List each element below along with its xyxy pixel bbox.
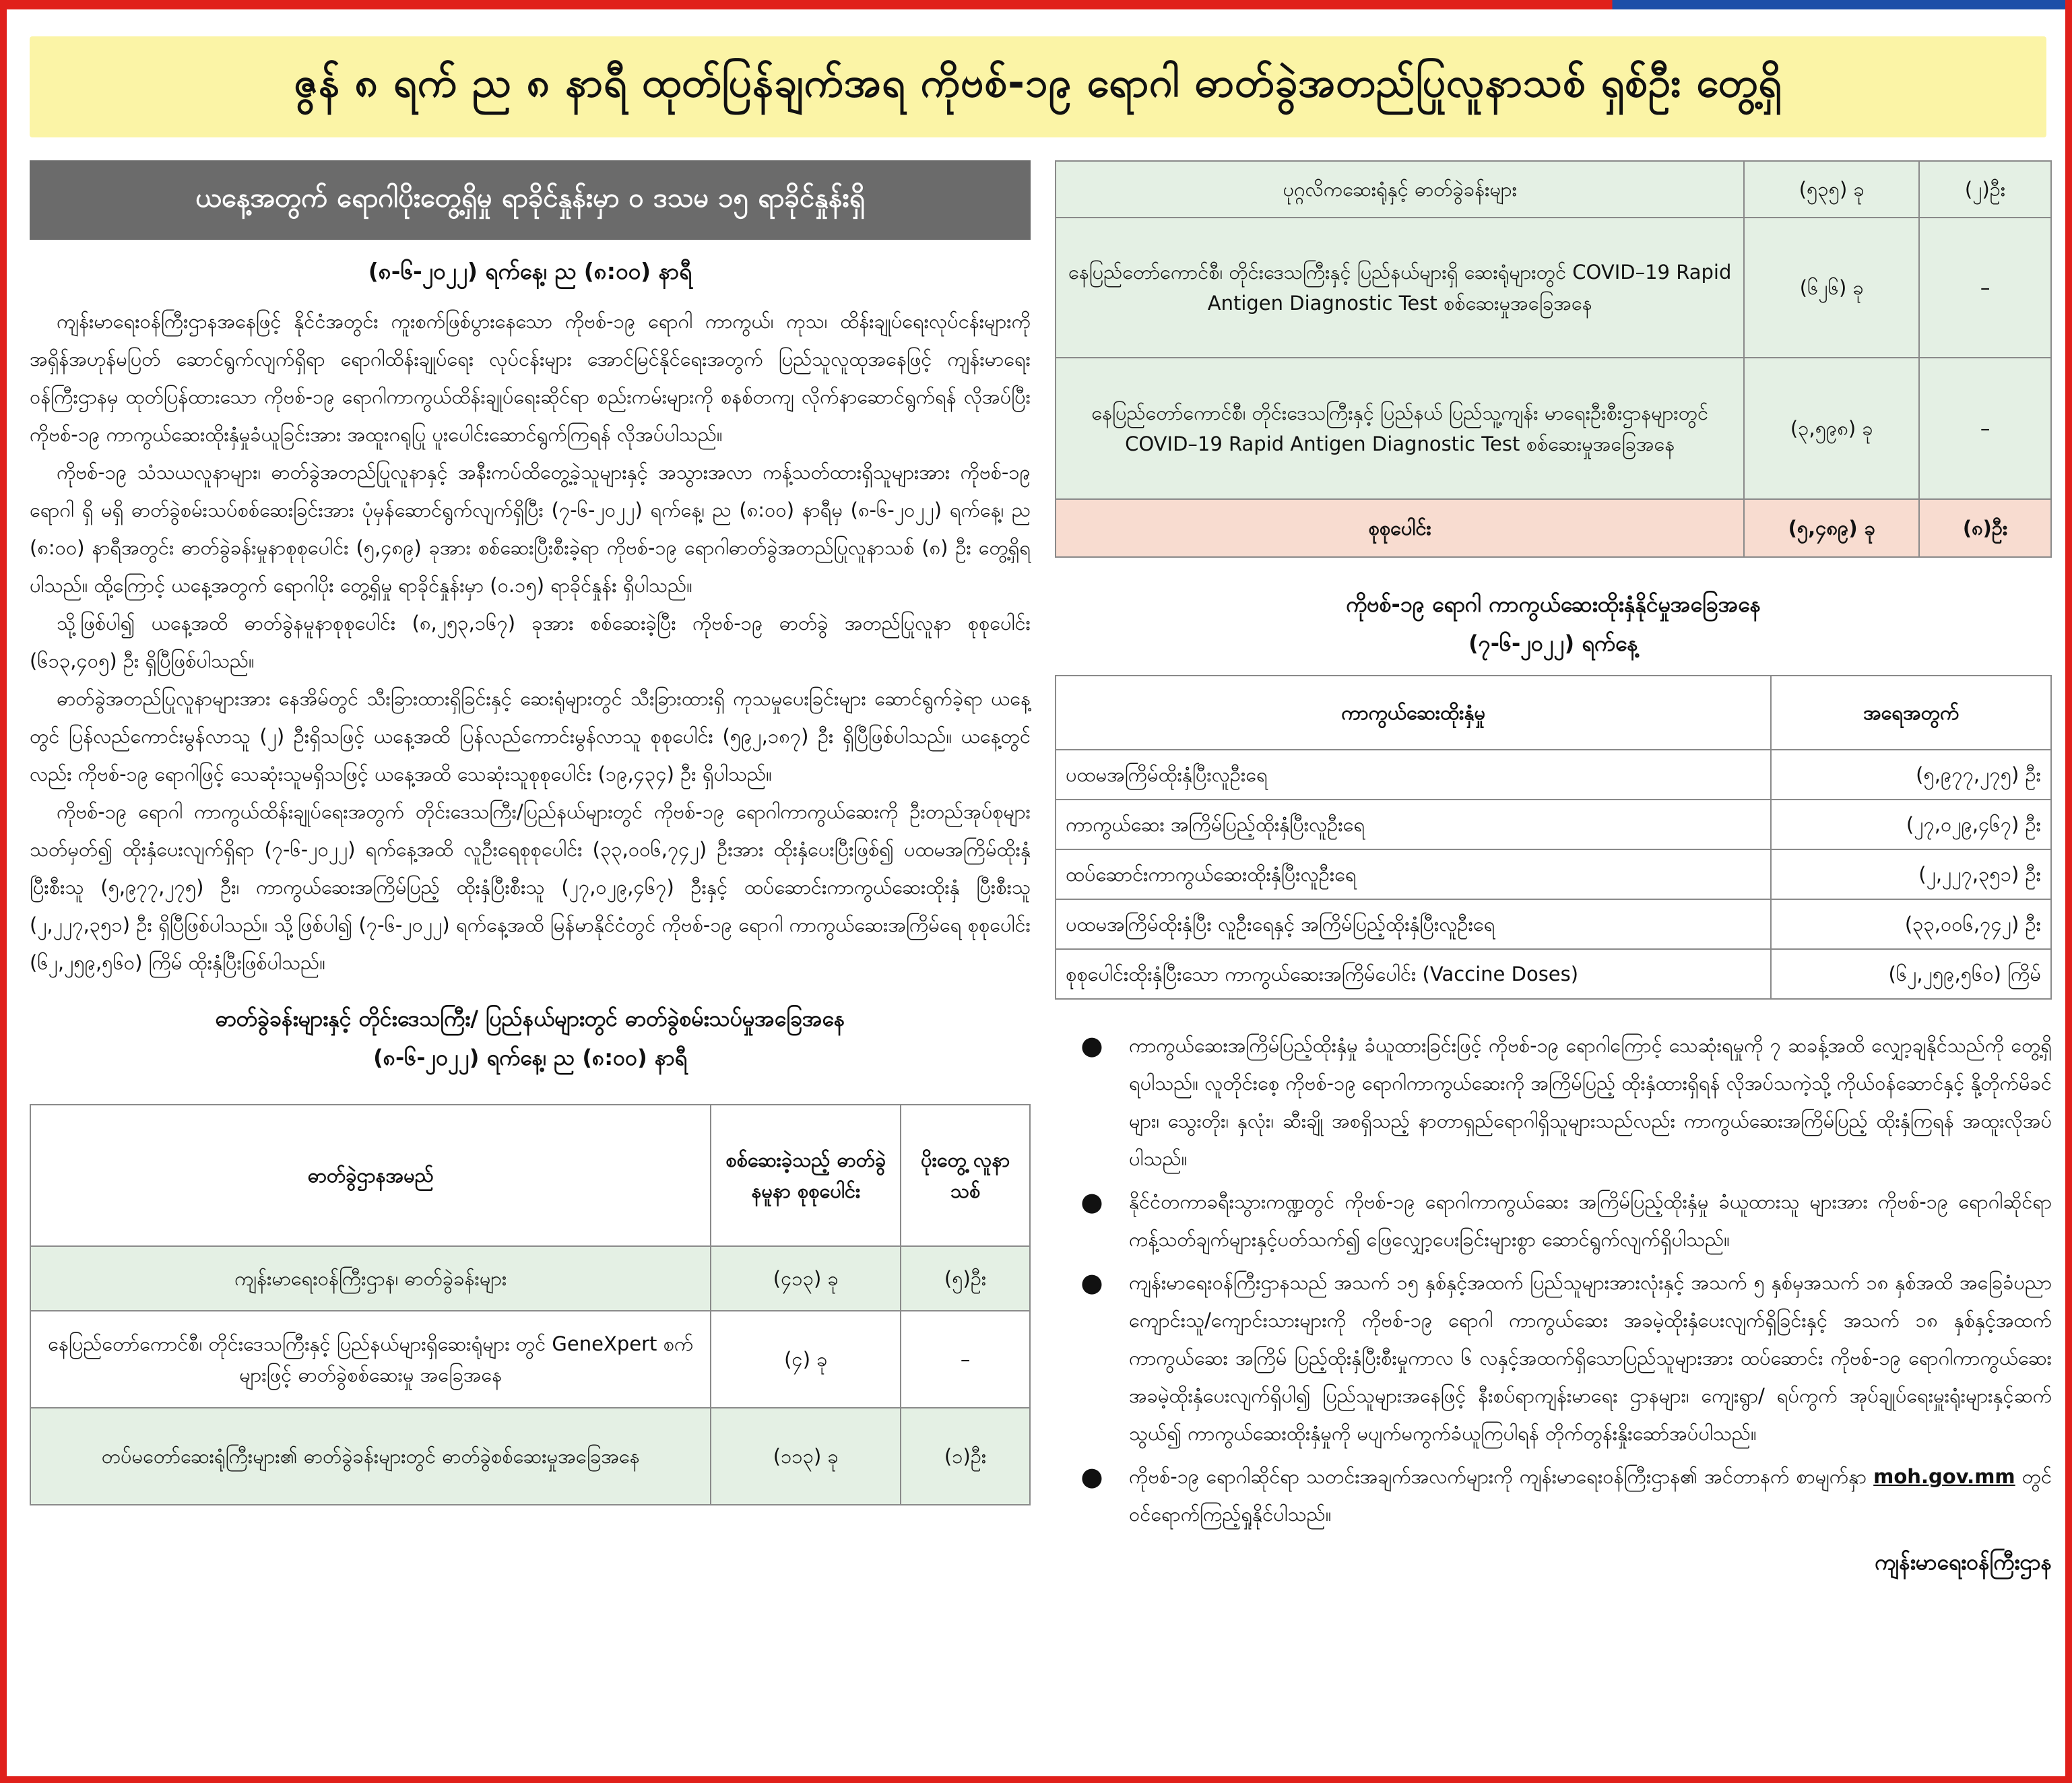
paragraph-2: ကိုဗစ်-၁၉ သံသယလူနာများ၊ ဓာတ်ခွဲအတည်ပြုလူနာနှင့် အနီးကပ်ထိတွေ့ခဲ့သူများနှင့် အသွားအလာ ကန့်သတ်ထားရှိသူများအား ကိုဗစ်-၁၉ ရောဂါ ရှိ မရှိ ဓာတ်ခွဲစမ်းသပ်စစ်ဆေးခြင်းအား ပုံမှန်ဆောင်ရွက်လျက်ရှိပြီး (၇-၆-၂၀၂၂) ရက်နေ့၊ ည (၈:၀၀) နာရီမှ (၈-၆-၂၀၂၂) ရက်နေ့၊ ည (၈:၀၀) နာရီအတွင်း ဓာတ်ခွဲခန်းမှုနာစုစုပေါင်း (၅,၄၈၉) ခုအား စစ်ဆေးပြီးစီးခဲ့ရာ ကိုဗစ်-၁၉ ရောဂါဓာတ်ခွဲအတည်ပြုလူနာသစ် (၈) ဦး တွေ့ရှိရပါသည်။ ထို့ကြောင့် ယနေ့အတွက် ရောဂါပိုး တွေ့ရှိမှု ရာခိုင်နှုန်းမှာ (၀.၁၅) ရာခိုင်နှုန်း ရှိပါသည်။	[30, 461, 1031, 597]
col-lab-name: ဓာတ်ခွဲဌာနအမည်	[30, 1105, 711, 1246]
bullet-text-before-link: ကိုဗစ်-၁၉ ရောဂါဆိုင်ရာ သတင်းအချက်အလက်များကို ကျန်းမာရေးဝန်ကြီးဌာန၏ အင်တာနက် စာမျက်နှာ	[1129, 1465, 1867, 1488]
vaccine-table	[1055, 675, 2052, 1000]
lab-table-header	[30, 1105, 1030, 1246]
cell-item: ထပ်ဆောင်းကာကွယ်ဆေးထိုးနှံပြီးလူဦးရေ	[1056, 849, 1771, 899]
bullet-text: နိုင်ငံတကာခရီးသွားကဏ္ဍတွင် ကိုဗစ်-၁၉ ရောဂါကာကွယ်ဆေး အကြိမ်ပြည့်ထိုးနှံမှု ခံယူထားသူ များအား ကိုဗစ်-၁၉ ရောဂါဆိုင်ရာ ကန့်သတ်ချက်များနှင့်ပတ်သက်၍ ဖြေလျှော့ပေးခြင်းများစွာ ဆောင်ရွက်လျက်ရှိပါသည်။	[1129, 1190, 2052, 1251]
cell-samples: (၁၁၃) ခု	[711, 1408, 901, 1505]
cell-item: ကာကွယ်ဆေး အကြိမ်ပြည့်ထိုးနှံပြီးလူဦးရေ	[1056, 800, 1771, 849]
total-row	[1056, 499, 2051, 557]
cell-positive: –	[1919, 358, 2051, 499]
ministry-signature: ကျန်းမာရေးဝန်ကြီးဌာန	[1874, 1549, 2052, 1575]
col-samples: စစ်ဆေးခဲ့သည့် ဓာတ်ခွဲနမူနာ စုစုပေါင်း	[711, 1105, 901, 1246]
cell-total-samples: (၅,၄၈၉) ခု	[1744, 499, 1919, 557]
lab-date: (၈-၆-၂၀၂၂) ရက်နေ့၊ ည (၈:၀၀) နာရီ	[373, 1045, 687, 1070]
list-item	[1055, 1183, 2052, 1258]
cell-item: ပထမအကြိမ်ထိုးနှံပြီးလူဦးရေ	[1056, 750, 1771, 800]
cell-samples: (၃,၅၉၈) ခု	[1744, 358, 1919, 499]
cell-lab-name: နေပြည်တော်ကောင်စီ၊ တိုင်းဒေသကြီးနှင့် ပြည်နယ်များရှိ ဆေးရုံများတွင် COVID–19 Rapid Antigen Diagnostic Test စစ်ဆေးမှုအခြေအနေ	[1056, 218, 1744, 358]
cell-lab-name: နေပြည်တော်ကောင်စီ၊ တိုင်းဒေသကြီးနှင့် ပြည်နယ်များရှိဆေးရုံများ တွင် GeneXpert စက်များဖြင့် ဓာတ်ခွဲစစ်ဆေးမှု အခြေအနေ	[30, 1311, 711, 1408]
list-item	[1055, 1264, 2052, 1452]
col-count: အရေအတွက်	[1771, 676, 2051, 750]
cell-item: စုစုပေါင်းထိုးနှံပြီးသော ကာကွယ်ဆေးအကြိမ်ပေါင်း (Vaccine Doses)	[1056, 949, 1771, 999]
cell-lab-name: ကျန်းမာရေးဝန်ကြီးဌာန၊ ဓာတ်ခွဲခန်းများ	[30, 1246, 711, 1311]
left-column	[30, 160, 1031, 1770]
table-row	[1056, 899, 2051, 949]
table-row	[1056, 949, 2051, 999]
cell-samples: (၄၁၃) ခု	[711, 1246, 901, 1311]
cell-lab-name: တပ်မတော်ဆေးရုံကြီးများ၏ ဓာတ်ခွဲခန်းများတွင် ဓာတ်ခွဲစစ်ဆေးမှုအခြေအနေ	[30, 1408, 711, 1505]
table-row	[1056, 161, 2051, 218]
vaccine-section-title	[1055, 585, 2052, 663]
headline: ဇွန် ၈ ရက် ည ၈ နာရီ ထုတ်ပြန်ချက်အရ ကိုဗစ်-၁၉ ရောဂါ ဓာတ်ခွဲအတည်ပြုလူနာသစ် ရှစ်ဦး တွေ့ရှိ	[30, 36, 2046, 137]
vaccine-title: ကိုဗစ်-၁၉ ရောဂါ ကာကွယ်ဆေးထိုးနှံနိုင်မှုအခြေအနေ	[1345, 591, 1761, 617]
cell-lab-name: ပုဂ္ဂလိကဆေးရုံနှင့် ဓာတ်ခွဲခန်းများ	[1056, 161, 1744, 218]
cell-count: (၆၂,၂၅၉,၅၆၀) ကြိမ်	[1771, 949, 2051, 999]
lab-table	[30, 1104, 1031, 1505]
right-column	[1055, 160, 2052, 1770]
table-row	[30, 1246, 1030, 1311]
bullet-dot-icon: ●	[1080, 1031, 1103, 1060]
vaccine-table-header	[1056, 676, 2051, 750]
paragraph-1: ကျန်းမာရေးဝန်ကြီးဌာနအနေဖြင့် နိုင်ငံအတွင်း ကူးစက်ဖြစ်ပွားနေသော ကိုဗစ်-၁၉ ရောဂါ ကာကွယ်၊ ကုသ၊ ထိန်းချုပ်ရေးလုပ်ငန်းများကို အရှိန်အဟုန်မပြတ် ဆောင်ရွက်လျက်ရှိရာ ရောဂါထိန်းချုပ်ရေး လုပ်ငန်းများ အောင်မြင်နိုင်ရေးအတွက် ပြည်သူလူထုအနေဖြင့် ကျန်းမာရေးဝန်ကြီးဌာနမှ ထုတ်ပြန်ထားသော ကိုဗစ်-၁၉ ရောဂါကာကွယ်ထိန်းချုပ်ရေးဆိုင်ရာ စည်းကမ်းများကို စနစ်တကျ လိုက်နာဆောင်ရွက်ရန် လိုအပ်ပြီး ကိုဗစ်-၁၉ ကာကွယ်ဆေးထိုးနှံမှုခံယူခြင်းအား အထူးဂရုပြု ပူးပေါင်းဆောင်ရွက်ကြရန် လိုအပ်ပါသည်။	[30, 310, 1031, 446]
cell-positive: –	[901, 1311, 1030, 1408]
bullet-text: ကာကွယ်ဆေးအကြိမ်ပြည့်ထိုးနှံမှု ခံယူထားခြင်းဖြင့် ကိုဗစ်-၁၉ ရောဂါကြောင့် သေဆုံးရမှုကို ၇ ဆခန့်အထိ လျှော့ချနိုင်သည်ကို တွေ့ရှိရပါသည်။ လူတိုင်းစေ့ ကိုဗစ်-၁၉ ရောဂါကာကွယ်ဆေးကို အကြိမ်ပြည့် ထိုးနှံထားရှိရန် လိုအပ်သကဲ့သို့ ကိုယ်ဝန်ဆောင်နှင့် နို့တိုက်မိခင်များ၊ သွေးတိုး၊ နှလုံး၊ ဆီးချို အစရှိသည့် နာတာရှည်ရောဂါရှိသူများသည်လည်း ကာကွယ်ဆေးအကြိမ်ပြည့် ထိုးနှံကြရန် အထူးလိုအပ်ပါသည်။	[1129, 1034, 2052, 1170]
cell-count: (၂၇,၀၂၉,၄၆၇) ဦး	[1771, 800, 2051, 849]
cell-positive: –	[1919, 218, 2051, 358]
cell-lab-name: နေပြည်တော်ကောင်စီ၊ တိုင်းဒေသကြီးနှင့် ပြည်နယ် ပြည်သူ့ကျန်း မာရေးဦးစီးဌာနများတွင် COVID–19 Rapid Antigen Diagnostic Test စစ်ဆေးမှုအခြေအနေ	[1056, 358, 1744, 499]
list-item	[1055, 1458, 2052, 1533]
cell-count: (၂,၂၂၇,၃၅၁) ဦး	[1771, 849, 2051, 899]
positivity-banner: ယနေ့အတွက် ရောဂါပိုးတွေ့ရှိမှု ရာခိုင်နှုန်းမှာ ၀ ဒသမ ၁၅ ရာခိုင်နှုန်းရှိ	[30, 160, 1031, 240]
cell-samples: (၆၂၆) ခု	[1744, 218, 1919, 358]
bullet-dot-icon: ●	[1080, 1268, 1103, 1297]
paragraph-4: ဓာတ်ခွဲအတည်ပြုလူနာများအား နေအိမ်တွင် သီးခြားထားရှိခြင်းနှင့် ဆေးရုံများတွင် သီးခြားထားရှိ ကုသမှုပေးခြင်းများ ဆောင်ရွက်ခဲ့ရာ ယနေ့တွင် ပြန်လည်ကောင်းမွန်လာသူ (၂) ဦးရှိသဖြင့် ယနေ့အထိ ပြန်လည်ကောင်းမွန်လာသူ စုစုပေါင်း (၅၉၂,၁၈၇) ဦး ရှိပြီဖြစ်ပါသည်။ ယနေ့တွင်လည်း ကိုဗစ်-၁၉ ရောဂါဖြင့် သေဆုံးသူမရှိသဖြင့် ယနေ့အထိ သေဆုံးသူစုစုပေါင်း (၁၉,၄၃၄) ဦး ရှိပါသည်။	[30, 687, 1031, 785]
paragraph-5: ကိုဗစ်-၁၉ ရောဂါ ကာကွယ်ထိန်းချုပ်ရေးအတွက် တိုင်းဒေသကြီး/ပြည်နယ်များတွင် ကိုဗစ်-၁၉ ရောဂါကာကွယ်ဆေးကို ဦးတည်အုပ်စုများသတ်မှတ်၍ ထိုးနှံပေးလျက်ရှိရာ (၇-၆-၂၀၂၂) ရက်နေ့အထိ လူဦးရေစုစုပေါင်း (၃၃,၀၀၆,၇၄၂) ဦးအား ထိုးနှံပေးပြီးဖြစ်၍ ပထမအကြိမ်ထိုးနှံပြီးစီးသူ (၅,၉၇၇,၂၇၅) ဦး၊ ကာကွယ်ဆေးအကြိမ်ပြည့် ထိုးနှံပြီးစီးသူ (၂၇,၀၂၉,၄၆၇) ဦးနှင့် ထပ်ဆောင်းကာကွယ်ဆေးထိုးနှံ ပြီးစီးသူ (၂,၂၂၇,၃၅၁) ဦး ရှိပြီဖြစ်ပါသည်။ သို့ဖြစ်ပါ၍ (၇-၆-၂၀၂၂) ရက်နေ့အထိ မြန်မာနိုင်ငံတွင် ကိုဗစ်-၁၉ ရောဂါ ကာကွယ်ဆေးအကြိမ်ရေ စုစုပေါင်း (၆၂,၂၅၉,၅၆၀) ကြိမ် ထိုးနှံပြီးဖြစ်ပါသည်။	[30, 800, 1031, 974]
lab-title: ဓာတ်ခွဲခန်းများနှင့် တိုင်းဒေသကြီး/ ပြည်နယ်များတွင် ဓာတ်ခွဲစမ်းသပ်မှုအခြေအနေ	[215, 1006, 845, 1031]
cell-samples: (၄) ခု	[711, 1311, 901, 1408]
report-dateline: (၈-၆-၂၀၂၂) ရက်နေ့၊ ည (၈:၀၀) နာရီ	[368, 258, 692, 284]
cell-samples: (၅၃၅) ခု	[1744, 161, 1919, 218]
cell-positive: (၅)ဦး	[901, 1246, 1030, 1311]
cell-item: ပထမအကြိမ်ထိုးနှံပြီး လူဦးရေနှင့် အကြိမ်ပြည့်ထိုးနှံပြီးလူဦးရေ	[1056, 899, 1771, 949]
list-item	[1055, 1027, 2052, 1177]
lab-table-continued	[1055, 160, 2052, 558]
bullet-dot-icon: ●	[1080, 1462, 1103, 1491]
table-row	[1056, 358, 2051, 499]
vaccine-date: (၇-၆-၂၀၂၂) ရက်နေ့	[1468, 630, 1638, 656]
top-color-strip	[7, 0, 2065, 9]
col-vaccination: ကာကွယ်ဆေးထိုးနှံမှု	[1056, 676, 1771, 750]
cell-total-label: စုစုပေါင်း	[1056, 499, 1744, 557]
cell-count: (၅,၉၇၇,၂၇၅) ဦး	[1771, 750, 2051, 800]
bullet-dot-icon: ●	[1080, 1187, 1103, 1217]
moh-website-link[interactable]: moh.gov.mm	[1873, 1465, 2015, 1488]
advice-list	[1055, 1027, 2052, 1533]
table-row	[1056, 849, 2051, 899]
cell-count: (၃၃,၀၀၆,၇၄၂) ဦး	[1771, 899, 2051, 949]
lab-section-title	[30, 999, 1031, 1077]
cell-total-positive: (၈)ဦး	[1919, 499, 2051, 557]
table-row	[30, 1311, 1030, 1408]
bullet-text-after-link: တွင် ဝင်ရောက်ကြည့်ရှုနိုင်ပါသည်။	[1129, 1465, 2052, 1526]
table-row	[30, 1408, 1030, 1505]
col-positive: ပိုးတွေ့ လူနာသစ်	[901, 1105, 1030, 1246]
cell-positive: (၂)ဦး	[1919, 161, 2051, 218]
bullet-text	[1129, 1458, 2052, 1533]
bullet-text: ကျန်းမာရေးဝန်ကြီးဌာနသည် အသက် ၁၅ နှစ်နှင့်အထက် ပြည်သူများအားလုံးနှင့် အသက် ၅ နှစ်မှအသက် ၁၈ နှစ်အထိ အခြေခံပညာကျောင်းသူ/ကျောင်းသားများကို ကိုဗစ်-၁၉ ရောဂါ ကာကွယ်ဆေး အခမဲ့ထိုးနှံပေးလျက်ရှိခြင်းနှင့် အသက် ၁၈ နှစ်နှင့်အထက် ကာကွယ်ဆေး အကြိမ် ပြည့်ထိုးနှံပြီးစီးမှုကာလ ၆ လနှင့်အထက်ရှိသောပြည်သူများအား ထပ်ဆောင်း ကိုဗစ်-၁၉ ရောဂါကာကွယ်ဆေး အခမဲ့ထိုးနှံပေးလျက်ရှိပါ၍ ပြည်သူများအနေဖြင့် နီးစပ်ရာကျန်းမာရေး ဌာနများ၊ ကျေးရွာ/ ရပ်ကွက် အုပ်ချုပ်ရေးမှူးရုံးများနှင့်ဆက်သွယ်၍ ကာကွယ်ဆေးထိုးနှံမှုကို မပျက်မကွက်ခံယူကြပါရန် တိုက်တွန်းနှိုးဆော်အပ်ပါသည်။	[1129, 1271, 2052, 1445]
table-row	[1056, 218, 2051, 358]
table-row	[1056, 750, 2051, 800]
paragraph-3: သို့ဖြစ်ပါ၍ ယနေ့အထိ ဓာတ်ခွဲနမူနာစုစုပေါင်း (၈,၂၅၃,၁၆၇) ခုအား စစ်ဆေးခဲ့ပြီး ကိုဗစ်-၁၉ ဓာတ်ခွဲ အတည်ပြုလူနာ စုစုပေါင်း (၆၁၃,၄၀၅) ဦး ရှိပြီဖြစ်ပါသည်။	[30, 612, 1031, 672]
cell-positive: (၁)ဦး	[901, 1408, 1030, 1505]
table-row	[1056, 800, 2051, 849]
